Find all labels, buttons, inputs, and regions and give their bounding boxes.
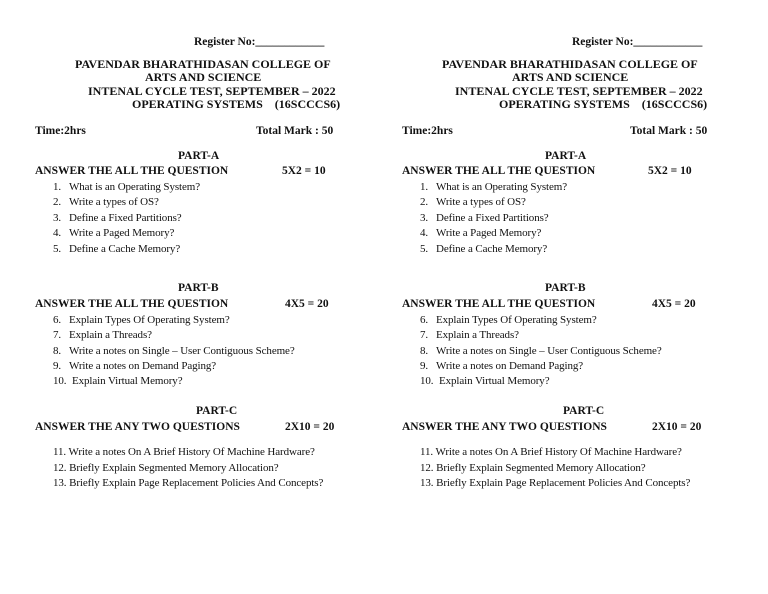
question-item	[420, 180, 567, 194]
question-item	[53, 374, 182, 388]
question-text: Explain Types Of Operating System?	[436, 314, 597, 326]
question-number: 12.	[53, 462, 67, 474]
question-text: Write a notes on Single – User Contiguous Scheme?	[69, 345, 295, 357]
part-c-title: PART-C	[196, 405, 238, 417]
question-text: Write a notes on Demand Paging?	[436, 360, 584, 372]
question-item	[53, 180, 200, 194]
part-b-title: PART-B	[545, 282, 586, 294]
part-a-instruction: ANSWER THE ALL THE QUESTION	[402, 165, 596, 177]
question-number: 9.	[53, 360, 62, 372]
question-text: Write a Paged Memory?	[436, 227, 542, 239]
question-text: Briefly Explain Page Replacement Policies And Concepts?	[436, 477, 691, 489]
part-b-marks: 4X5 = 20	[652, 298, 696, 310]
question-number: 13.	[53, 477, 67, 489]
question-text: What is an Operating System?	[69, 181, 200, 193]
exam-title: INTENAL CYCLE TEST, SEPTEMBER – 2022	[455, 84, 703, 98]
question-number: 7.	[420, 329, 429, 341]
question-text: Explain a Threads?	[436, 329, 519, 341]
question-text: Write a notes on Demand Paging?	[69, 360, 217, 372]
question-text: Define a Fixed Partitions?	[436, 212, 549, 224]
question-item	[420, 242, 547, 256]
question-text: Write a types of OS?	[69, 196, 159, 208]
part-a-instruction: ANSWER THE ALL THE QUESTION	[35, 165, 229, 177]
question-text: Write a notes On A Brief History Of Machine Hardware?	[435, 446, 682, 458]
part-c-instruction: ANSWER THE ANY TWO QUESTIONS	[402, 421, 607, 433]
question-text: Briefly Explain Segmented Memory Allocation?	[69, 462, 279, 474]
question-item	[420, 445, 682, 459]
question-text: Explain Virtual Memory?	[439, 375, 550, 387]
question-number: 1.	[53, 181, 62, 193]
question-number: 9.	[420, 360, 429, 372]
part-b-marks: 4X5 = 20	[285, 298, 329, 310]
question-item	[53, 445, 315, 459]
college-name-line1: PAVENDAR BHARATHIDASAN COLLEGE OF	[442, 57, 698, 71]
question-item	[53, 226, 174, 240]
question-item	[53, 195, 159, 209]
question-text: Explain Virtual Memory?	[72, 375, 183, 387]
question-number: 6.	[420, 314, 429, 326]
question-number: 10.	[53, 375, 67, 387]
question-text: Write a notes on Single – User Contiguous Scheme?	[436, 345, 662, 357]
part-b-instruction: ANSWER THE ALL THE QUESTION	[402, 298, 596, 310]
question-item	[53, 242, 180, 256]
question-number: 3.	[53, 212, 62, 224]
question-item	[53, 344, 295, 358]
question-text: Define a Cache Memory?	[436, 243, 548, 255]
question-item	[420, 313, 597, 327]
question-number: 11.	[53, 446, 67, 458]
question-number: 2.	[420, 196, 429, 208]
question-number: 10.	[420, 375, 434, 387]
question-text: Briefly Explain Page Replacement Policies And Concepts?	[69, 477, 324, 489]
question-item	[420, 374, 549, 388]
question-text: Write a types of OS?	[436, 196, 526, 208]
part-a-marks: 5X2 = 10	[282, 165, 326, 177]
question-text: What is an Operating System?	[436, 181, 567, 193]
question-text: Briefly Explain Segmented Memory Allocation?	[436, 462, 646, 474]
college-name-line2: ARTS AND SCIENCE	[145, 70, 262, 84]
question-item	[53, 313, 230, 327]
total-mark: Total Mark : 50	[630, 125, 708, 137]
register-number: Register No:____________	[572, 36, 703, 48]
question-number: 5.	[53, 243, 62, 255]
part-a-title: PART-A	[545, 150, 587, 162]
question-item	[53, 461, 279, 475]
total-mark: Total Mark : 50	[256, 125, 334, 137]
part-b-title: PART-B	[178, 282, 219, 294]
question-number: 12.	[420, 462, 434, 474]
part-c-instruction: ANSWER THE ANY TWO QUESTIONS	[35, 421, 240, 433]
question-item	[420, 211, 549, 225]
question-text: Write a notes On A Brief History Of Machine Hardware?	[68, 446, 315, 458]
question-item	[53, 359, 216, 373]
exam-title: INTENAL CYCLE TEST, SEPTEMBER – 2022	[88, 84, 336, 98]
question-number: 1.	[420, 181, 429, 193]
question-number: 8.	[420, 345, 429, 357]
question-text: Define a Fixed Partitions?	[69, 212, 182, 224]
question-text: Explain a Threads?	[69, 329, 152, 341]
question-text: Explain Types Of Operating System?	[69, 314, 230, 326]
question-number: 4.	[420, 227, 429, 239]
question-number: 2.	[53, 196, 62, 208]
exam-time: Time:2hrs	[35, 125, 86, 137]
question-item	[53, 328, 152, 342]
question-item	[420, 328, 519, 342]
question-number: 11.	[420, 446, 434, 458]
question-number: 5.	[420, 243, 429, 255]
part-a-marks: 5X2 = 10	[648, 165, 692, 177]
question-item	[53, 476, 323, 490]
part-b-instruction: ANSWER THE ALL THE QUESTION	[35, 298, 229, 310]
question-number: 3.	[420, 212, 429, 224]
register-number: Register No:____________	[194, 36, 325, 48]
question-number: 13.	[420, 477, 434, 489]
question-number: 7.	[53, 329, 62, 341]
exam-time: Time:2hrs	[402, 125, 453, 137]
question-number: 6.	[53, 314, 62, 326]
question-item	[420, 461, 646, 475]
part-a-title: PART-A	[178, 150, 220, 162]
question-text: Write a Paged Memory?	[69, 227, 175, 239]
question-text: Define a Cache Memory?	[69, 243, 181, 255]
college-name-line2: ARTS AND SCIENCE	[512, 70, 629, 84]
question-item	[420, 195, 526, 209]
part-c-marks: 2X10 = 20	[652, 421, 702, 433]
question-item	[53, 211, 182, 225]
question-item	[420, 476, 690, 490]
college-name-line1: PAVENDAR BHARATHIDASAN COLLEGE OF	[75, 57, 331, 71]
part-c-title: PART-C	[563, 405, 605, 417]
question-item	[420, 226, 541, 240]
question-item	[420, 359, 583, 373]
subject-title: OPERATING SYSTEMS (16SCCCS6)	[499, 97, 708, 111]
part-c-marks: 2X10 = 20	[285, 421, 335, 433]
question-number: 4.	[53, 227, 62, 239]
question-number: 8.	[53, 345, 62, 357]
question-paper-right	[384, 0, 768, 594]
question-item	[420, 344, 662, 358]
subject-title: OPERATING SYSTEMS (16SCCCS6)	[132, 97, 341, 111]
